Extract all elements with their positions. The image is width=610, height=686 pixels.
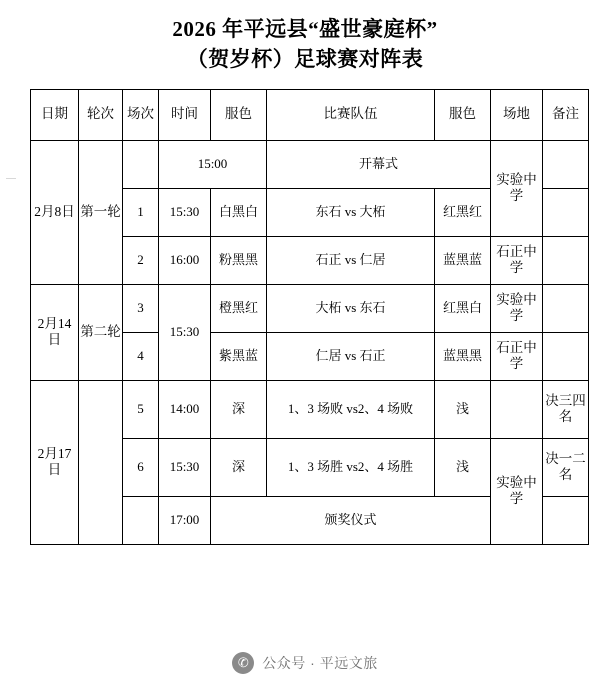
cell-color-right: 蓝黑黑 [435,332,491,380]
cell-match-no: 6 [123,438,159,496]
cell-time: 15:30 [159,188,211,236]
cell-round-group-3 [79,380,123,544]
document-title [0,0,610,75]
cell-time: 17:00 [159,496,211,544]
header-cell-round: 轮次 [79,89,123,140]
cell-venue: 石正中学 [491,332,543,380]
header-cell-color-left: 服色 [211,89,267,140]
cell-color-right: 浅 [435,380,491,438]
cell-match-no: 1 [123,188,159,236]
cell-teams: 1、3 场败 vs2、4 场败 [267,380,435,438]
table-row [31,380,589,438]
header-cell-color-right: 服色 [435,89,491,140]
table-row [31,140,589,188]
cell-note [543,188,589,236]
cell-color-left: 粉黑黑 [211,236,267,284]
cell-teams: 颁奖仪式 [211,496,491,544]
header-cell-match-no: 场次 [123,89,159,140]
cell-note [543,284,589,332]
cell-venue: 石正中学 [491,236,543,284]
cell-venue: 实验中学 [491,284,543,332]
cell-color-right: 蓝黑蓝 [435,236,491,284]
cell-match-no [123,140,159,188]
cell-time: 14:00 [159,380,211,438]
cell-color-right: 浅 [435,438,491,496]
header-cell-time: 时间 [159,89,211,140]
title-line-1: 2026 年平远县“盛世豪庭杯” [172,17,438,41]
cell-match-no: 5 [123,380,159,438]
cell-match-no: 3 [123,284,159,332]
cell-teams: 1、3 场胜 vs2、4 场胜 [267,438,435,496]
cell-time: 15:30 [159,438,211,496]
cell-date-group-2: 2月14日 [31,284,79,380]
cell-venue: 实验中学 [491,140,543,236]
cell-color-left: 橙黑红 [211,284,267,332]
table-header-row [31,89,589,140]
cell-match-no: 4 [123,332,159,380]
cell-time-merged: 15:30 [159,284,211,380]
cell-date-group-1: 2月8日 [31,140,79,284]
header-cell-venue: 场地 [491,89,543,140]
cell-note: 决一二名 [543,438,589,496]
cell-teams: 东石 vs 大柘 [267,188,435,236]
header-cell-teams: 比赛队伍 [267,89,435,140]
cell-venue: 实验中学 [491,438,543,544]
header-cell-date: 日期 [31,89,79,140]
footer-attribution [0,652,610,674]
table-row [31,284,589,332]
cell-note [543,140,589,188]
cell-color-left: 深 [211,380,267,438]
page-edge-mark [6,178,16,179]
cell-teams: 开幕式 [267,140,491,188]
cell-color-left: 紫黑蓝 [211,332,267,380]
cell-note [543,236,589,284]
cell-color-right: 红黑红 [435,188,491,236]
title-line-2: （贺岁杯）足球赛对阵表 [186,47,424,72]
cell-time: 15:00 [159,140,267,188]
cell-match-no [123,496,159,544]
cell-color-right: 红黑白 [435,284,491,332]
match-table-wrapper [30,89,586,545]
cell-teams: 仁居 vs 石正 [267,332,435,380]
cell-note: 决三四名 [543,380,589,438]
cell-teams: 大柘 vs 东石 [267,284,435,332]
cell-date-group-3: 2月17日 [31,380,79,544]
cell-venue [491,380,543,438]
cell-round-group-2: 第二轮 [79,284,123,380]
match-schedule-table [30,89,589,545]
cell-note [543,332,589,380]
cell-round-group-1: 第一轮 [79,140,123,284]
footer-text: 公众号 · 平远文旅 [262,655,378,671]
cell-teams: 石正 vs 仁居 [267,236,435,284]
cell-color-left: 深 [211,438,267,496]
cell-time: 16:00 [159,236,211,284]
cell-match-no: 2 [123,236,159,284]
header-cell-note: 备注 [543,89,589,140]
cell-color-left: 白黑白 [211,188,267,236]
wechat-icon: ✆ [232,652,254,674]
cell-note [543,496,589,544]
